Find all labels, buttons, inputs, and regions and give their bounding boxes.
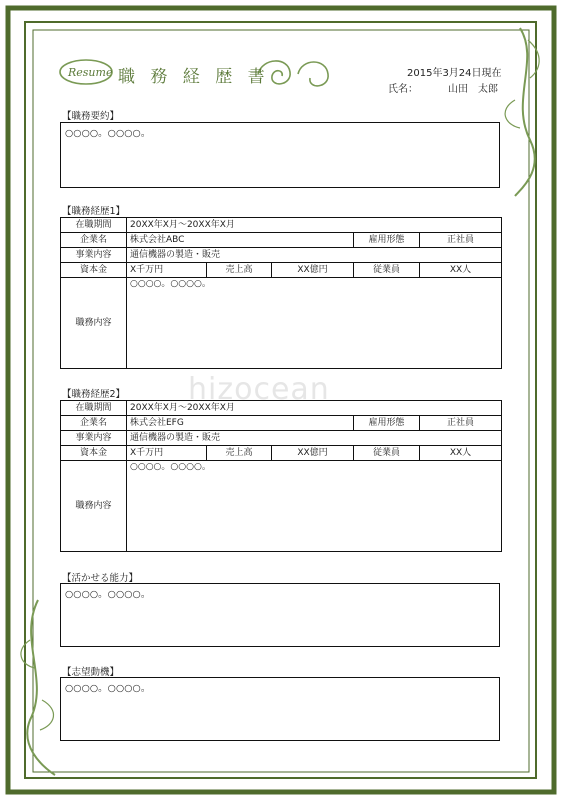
job1-heading: 【職務経歴1】 [62, 206, 126, 217]
employment-value: 正社員 [420, 233, 502, 248]
sales-value: XX億円 [272, 446, 354, 461]
duties-label: 職務内容 [61, 278, 127, 369]
job2-table [60, 400, 502, 552]
employment-label: 雇用形態 [354, 416, 420, 431]
business-value: 通信機器の製造・販売 [127, 248, 502, 263]
period-value: 20XX年X月～20XX年X月 [127, 401, 502, 416]
capital-value: X千万円 [127, 263, 207, 278]
name-label: 氏名： [388, 84, 418, 95]
motivation-heading: 【志望動機】 [62, 667, 120, 678]
capital-value: X千万円 [127, 446, 207, 461]
logo-text: Resume [68, 66, 113, 79]
duties-value: ○○○○。○○○○。 [127, 278, 502, 369]
company-value: 株式会社ABC [127, 233, 354, 248]
company-label: 企業名 [61, 416, 127, 431]
company-value: 株式会社EFG [127, 416, 354, 431]
skills-heading: 【活かせる能力】 [62, 573, 139, 584]
summary-text: ○○○○。○○○○。 [65, 128, 151, 139]
business-value: 通信機器の製造・販売 [127, 431, 502, 446]
motivation-box [60, 677, 500, 741]
capital-label: 資本金 [61, 446, 127, 461]
employees-value: XX人 [420, 263, 502, 278]
employees-value: XX人 [420, 446, 502, 461]
job1-table [60, 217, 502, 369]
employment-label: 雇用形態 [354, 233, 420, 248]
watermark: hizocean [188, 372, 330, 407]
business-label: 事業内容 [61, 431, 127, 446]
employment-value: 正社員 [420, 416, 502, 431]
duties-label: 職務内容 [61, 461, 127, 552]
sales-label: 売上高 [207, 446, 272, 461]
vine-ornament-bottom-left [21, 600, 55, 775]
sales-value: XX億円 [272, 263, 354, 278]
company-label: 企業名 [61, 233, 127, 248]
period-label: 在職期間 [61, 218, 127, 233]
capital-label: 資本金 [61, 263, 127, 278]
motivation-text: ○○○○。○○○○。 [65, 683, 151, 694]
name-value: 山田 太郎 [448, 84, 498, 95]
skills-box [60, 583, 500, 647]
period-value: 20XX年X月～20XX年X月 [127, 218, 502, 233]
document-date: 2015年3月24日現在 [407, 68, 502, 79]
summary-box [60, 122, 500, 188]
employees-label: 従業員 [354, 263, 420, 278]
period-label: 在職期間 [61, 401, 127, 416]
duties-value: ○○○○。○○○○。 [127, 461, 502, 552]
job2-heading: 【職務経歴2】 [62, 389, 126, 400]
business-label: 事業内容 [61, 248, 127, 263]
page-title: 職 務 経 歴 書 [118, 67, 270, 87]
name-row [388, 80, 498, 95]
summary-heading: 【職務要約】 [62, 111, 120, 122]
sales-label: 売上高 [207, 263, 272, 278]
vine-ornament-top-right [505, 28, 539, 196]
employees-label: 従業員 [354, 446, 420, 461]
skills-text: ○○○○。○○○○。 [65, 589, 151, 600]
